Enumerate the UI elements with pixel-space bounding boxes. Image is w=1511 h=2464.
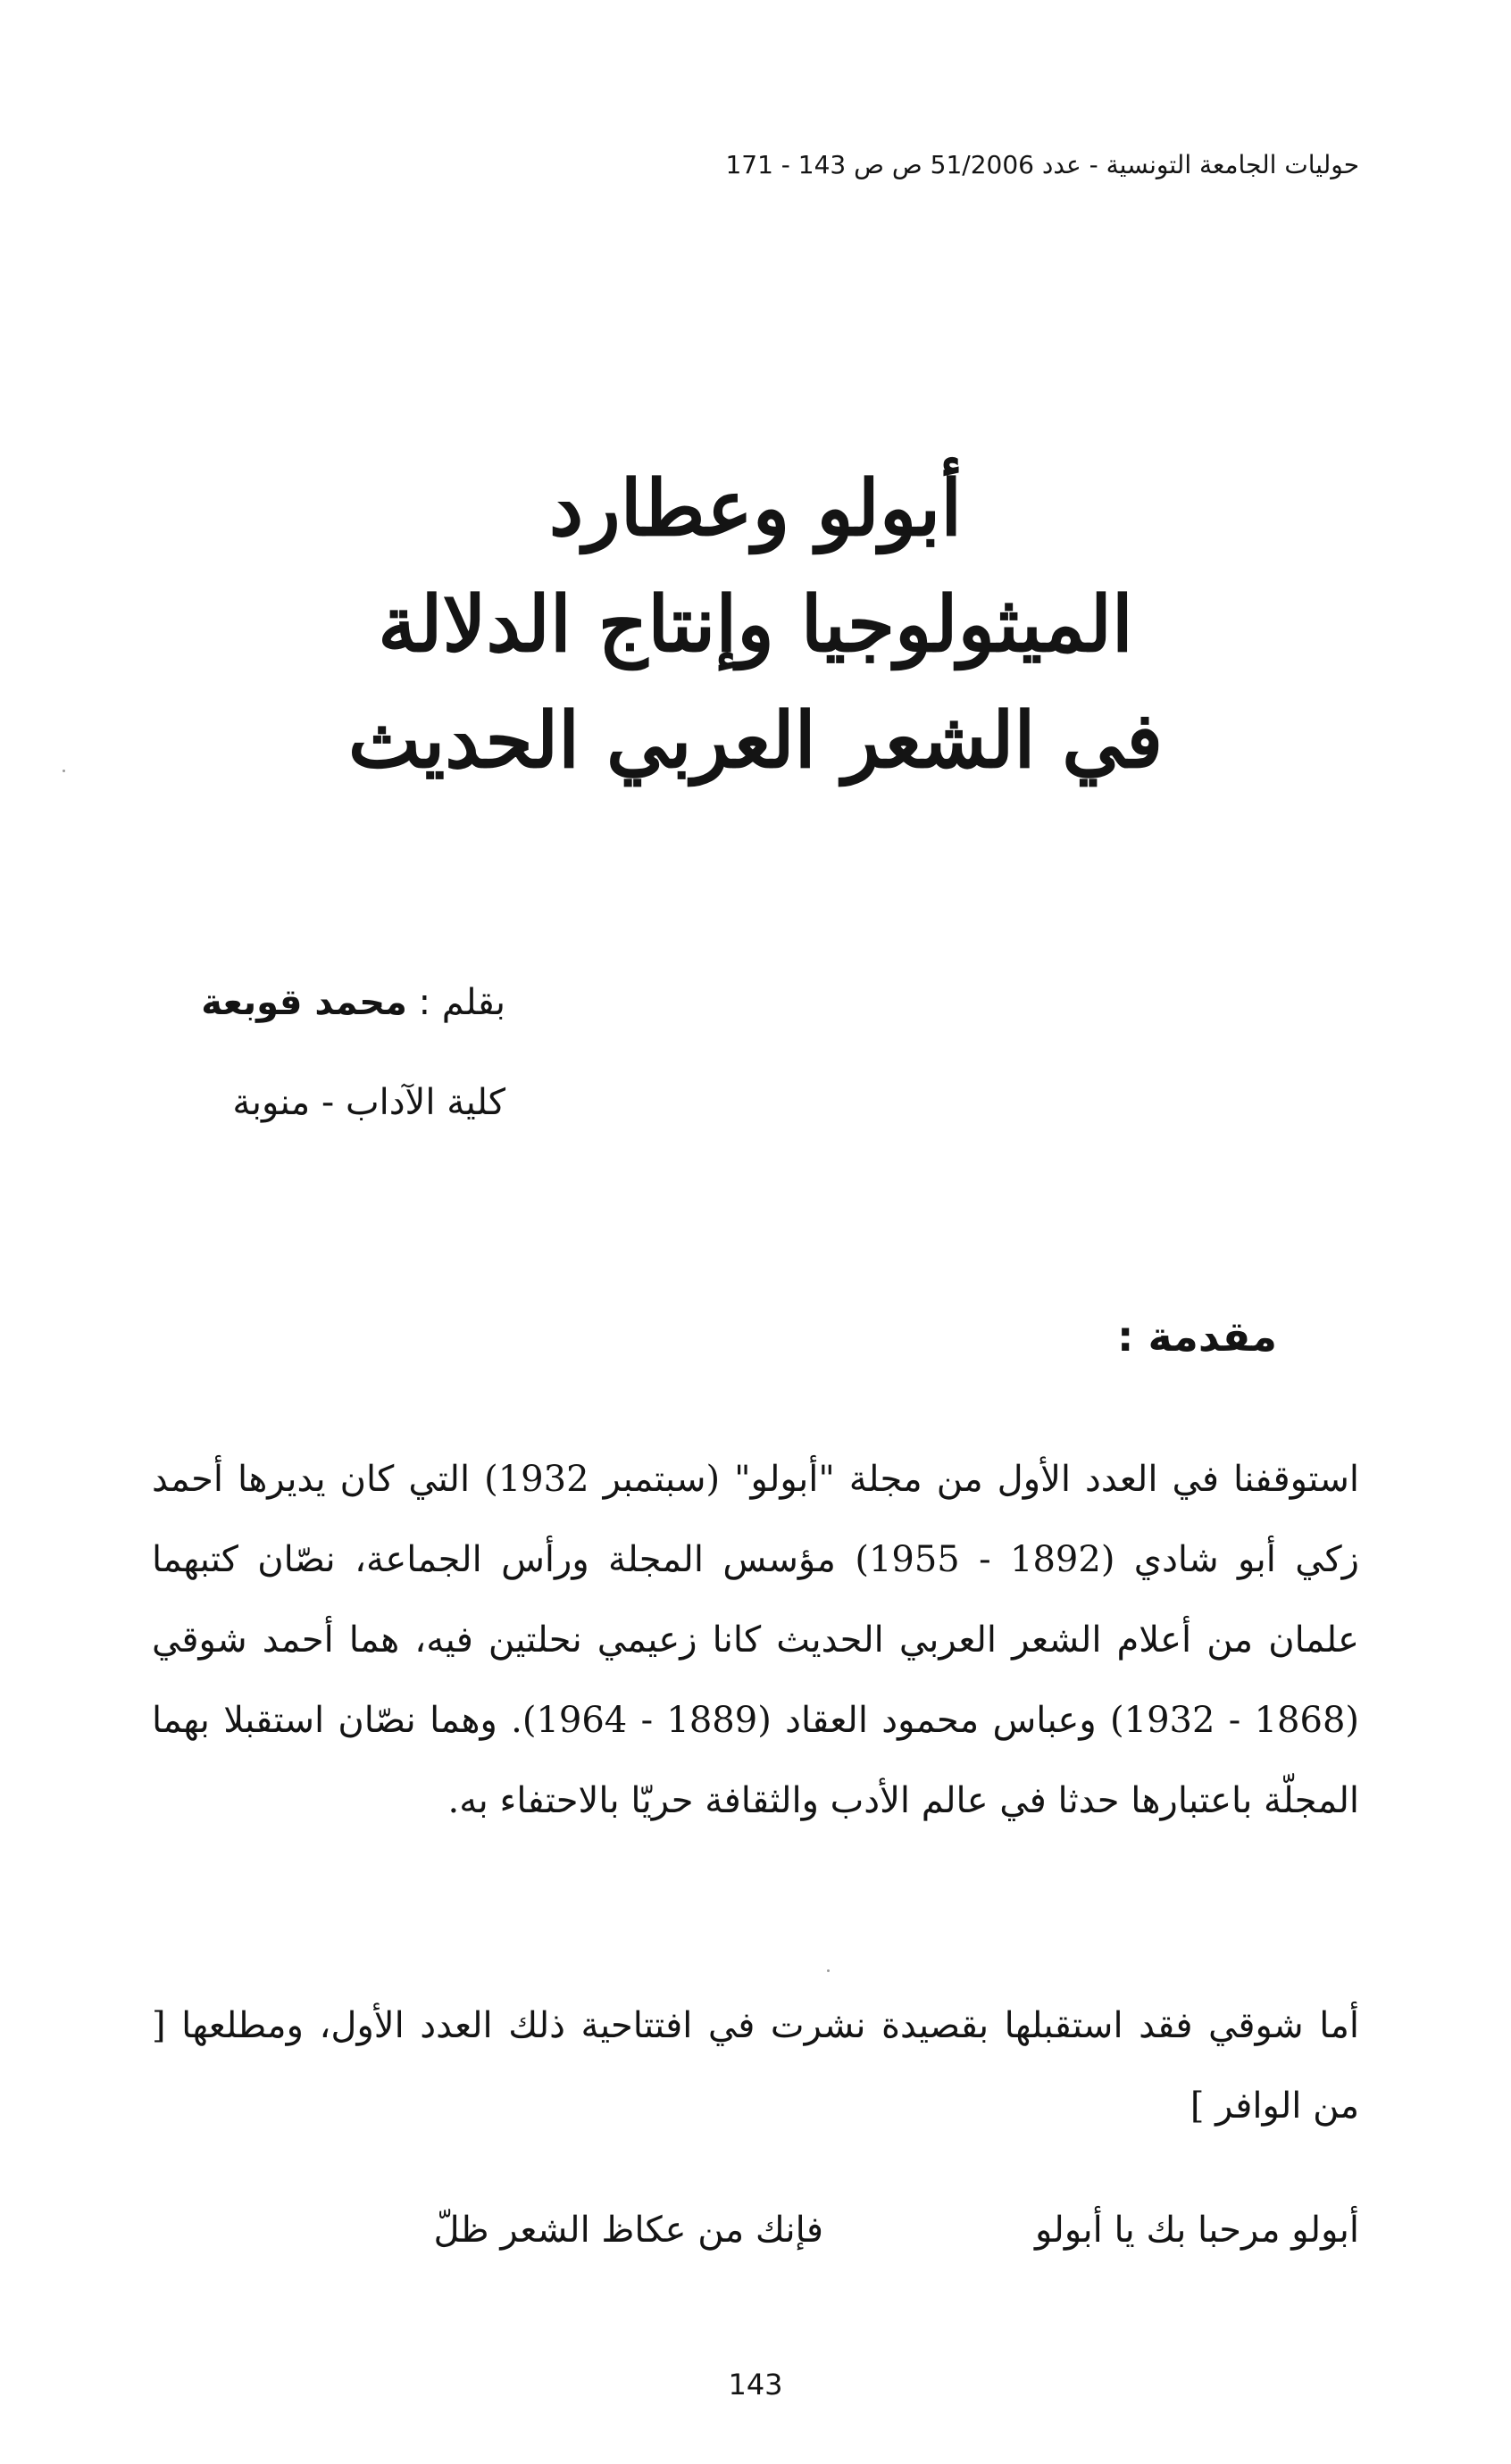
intro-paragraph-2: أما شوقي فقد استقبلها بقصيدة نشرت في افتتاحية ذلك العدد الأول، ومطلعها [ من الوافر ] [152,2005,1359,2127]
scan-speck [827,1969,830,1972]
title-line-3: في الشعر العربي الحديث [347,695,1164,786]
section-heading-introduction: مقدمة : [1117,1312,1277,1361]
verse-second-hemistich: فإنك من عكاظ الشعر ظلّ [433,2210,823,2251]
page-number: 143 [728,2368,783,2402]
verse-first-hemistich: أبولو مرحبا بك يا أبولو [1034,2210,1359,2251]
author-affiliation: كلية الآداب - منوبة [232,1082,505,1123]
author-name: محمد قوبعة [201,982,407,1023]
intro-paragraph-1: استوقفنا في العدد الأول من مجلة "أبولو" (سبتمبر 1932) التي كان يديرها أحمد زكي أبو شادي (1892 - 1955) مؤسس المجلة ورأس الجماعة، نصّان كتبهما علمان من أعلام الشعر العربي الحديث كانا زعيمي نحلتين فيه، هما أحمد شوقي (1868 - 1932) وعباس محمود العقاد (1889 - 1964). وهما نصّان استقبلا بهما المجلّة باعتبارها حدثا في عالم الأدب والثقافة حريّا بالاحتفاء به. [152,1459,1359,1821]
scan-speck [63,770,65,772]
journal-citation-header: حوليات الجامعة التونسية - عدد 51/2006 ص ص 143 - 171 [725,150,1359,179]
title-line-2: الميثولوجيا وإنتاج الدلالة [378,579,1133,670]
author-byline [201,982,505,1023]
author-by-label: بقلم : [418,982,505,1023]
title-line-1: أبولو وعطارد [548,463,963,554]
